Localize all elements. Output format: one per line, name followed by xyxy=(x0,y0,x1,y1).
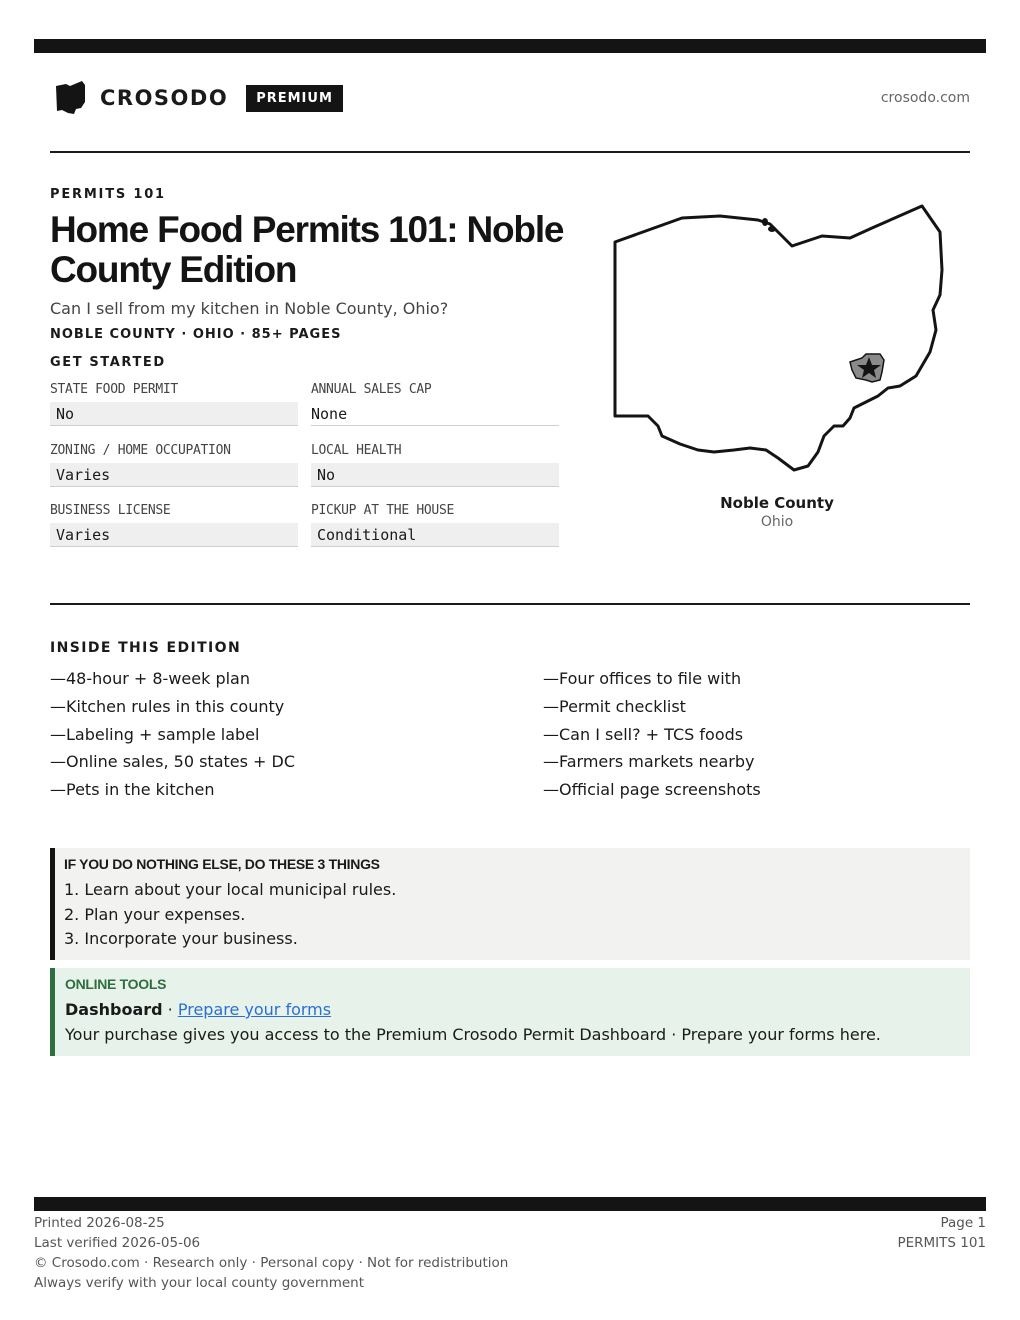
premium-badge: PREMIUM xyxy=(246,85,343,112)
list-item: —Farmers markets nearby xyxy=(543,752,755,772)
fact-pickup-at-house xyxy=(311,503,559,547)
subtitle: Can I sell from my kitchen in Noble County, Ohio? xyxy=(50,299,449,318)
map-caption xyxy=(680,494,874,530)
three-things-callout xyxy=(50,848,970,960)
fact-label: STATE FOOD PERMIT xyxy=(50,382,178,397)
list-item: —Labeling + sample label xyxy=(50,724,260,744)
callout-title: IF YOU DO NOTHING ELSE, DO THESE 3 THINGS xyxy=(64,856,380,872)
divider xyxy=(50,603,970,605)
ohio-state-icon xyxy=(54,80,88,116)
list-item: 1. Learn about your local municipal rules. xyxy=(64,880,397,899)
list-item: —Four offices to file with xyxy=(543,669,742,688)
inside-heading: INSIDE THIS EDITION xyxy=(50,640,242,656)
dashboard-label: Dashboard xyxy=(65,1000,163,1019)
tools-description: Your purchase gives you access to the Premium Crosodo Permit Dashboard · Prepare your forms here. xyxy=(65,1025,881,1044)
list-item: —Official page screenshots xyxy=(543,780,761,800)
map-state-name: Ohio xyxy=(760,514,794,530)
page-number: Page 1 xyxy=(940,1215,986,1231)
brand-name: CROSODO xyxy=(100,86,229,110)
fact-label: LOCAL HEALTH xyxy=(311,443,402,458)
fact-label: PICKUP AT THE HOUSE xyxy=(311,503,455,518)
site-url[interactable]: crosodo.com xyxy=(880,90,970,106)
fact-value: Conditional xyxy=(311,523,559,547)
header xyxy=(50,76,970,120)
toc-left xyxy=(50,665,295,804)
list-item: —Can I sell? + TCS foods xyxy=(543,724,744,744)
verified-date: Last verified 2026-05-06 xyxy=(34,1235,201,1251)
list-item: 3. Incorporate your business. xyxy=(64,929,298,948)
top-bar xyxy=(34,39,986,53)
list-item: 2. Plan your expenses. xyxy=(64,904,246,924)
map-county-name: Noble County xyxy=(720,494,834,512)
get-started-heading: GET STARTED xyxy=(50,355,166,370)
list-item: —Online sales, 50 states + DC xyxy=(50,752,296,772)
edition-meta: NOBLE COUNTY · OHIO · 85+ PAGES xyxy=(50,327,342,342)
fact-annual-sales-cap xyxy=(311,382,559,426)
footer-left xyxy=(34,1213,508,1293)
tools-line xyxy=(65,1000,970,1019)
list-item: —Pets in the kitchen xyxy=(50,780,215,800)
divider xyxy=(50,151,970,153)
prepare-forms-link[interactable]: Prepare your forms xyxy=(177,1000,332,1019)
list-item: —48-hour + 8-week plan xyxy=(50,669,250,688)
fact-label: BUSINESS LICENSE xyxy=(50,503,171,518)
fact-value: No xyxy=(50,402,298,426)
fact-value: No xyxy=(311,463,559,487)
printed-date: Printed 2026-08-25 xyxy=(34,1215,165,1231)
fact-zoning xyxy=(50,443,298,487)
callout-list xyxy=(64,878,970,952)
fact-label: ANNUAL SALES CAP xyxy=(311,382,432,397)
fact-value: None xyxy=(311,402,559,426)
fact-state-food-permit xyxy=(50,382,298,426)
footer-right xyxy=(897,1213,986,1253)
lake-island xyxy=(768,226,776,232)
fact-value: Varies xyxy=(50,463,298,487)
verify-note: Always verify with your local county government xyxy=(34,1275,364,1291)
ohio-outline xyxy=(615,206,942,470)
fact-value: Varies xyxy=(50,523,298,547)
tools-title: ONLINE TOOLS xyxy=(65,976,167,992)
ohio-map xyxy=(610,200,950,480)
online-tools-box xyxy=(50,968,970,1056)
toc-right xyxy=(543,665,761,804)
list-item: —Kitchen rules in this county xyxy=(50,696,285,716)
separator: · xyxy=(162,1000,178,1019)
page-title: Home Food Permits 101: Noble County Edition xyxy=(50,209,564,290)
fact-label: ZONING / HOME OCCUPATION xyxy=(50,443,231,458)
bottom-bar xyxy=(34,1197,986,1211)
fact-business-license xyxy=(50,503,298,547)
lake-island xyxy=(762,218,768,226)
list-item: —Permit checklist xyxy=(543,696,686,716)
eyebrow: PERMITS 101 xyxy=(50,187,166,202)
section-name: PERMITS 101 xyxy=(897,1235,986,1251)
fact-local-health xyxy=(311,443,559,487)
copyright: © Crosodo.com · Research only · Personal copy · Not for redistribution xyxy=(34,1255,509,1271)
